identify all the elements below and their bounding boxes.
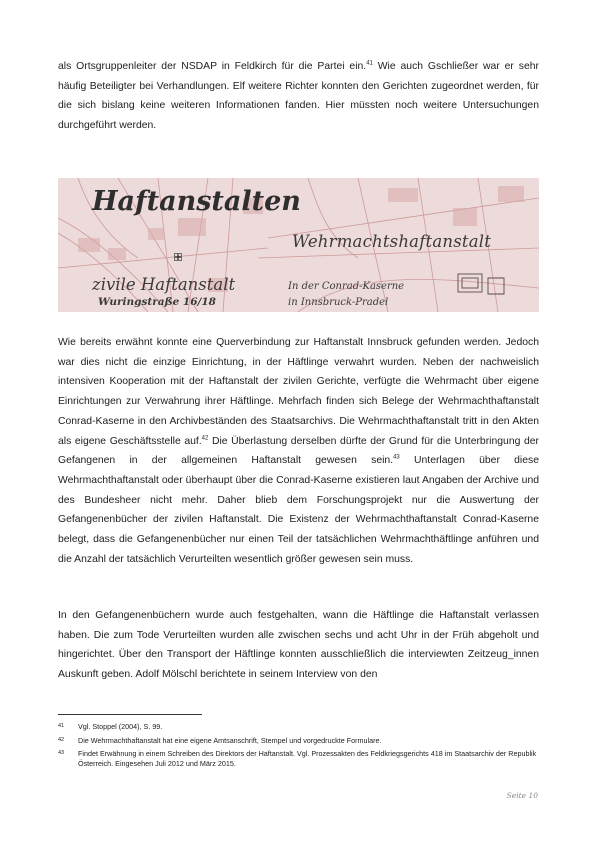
paragraph-1-text-cont: Wie auch Gschließer war er sehr häufig Beteiligter bei Verhandlungen. Elf weitere Richter konnten den Gerichten zugeordnet werden, für die sich bislang keine weiteren Informationen fanden. Hier müssten noch weitere Untersuchungen durchgeführt werden.	[58, 61, 539, 132]
footnote-text: Die Wehrmachthaftanstalt hat eine eigene Amtsanschrift, Stempel und vorgedruckte Formulare.	[78, 736, 382, 745]
footnote-divider	[58, 714, 202, 715]
footnote-ref-43[interactable]: 43	[393, 454, 400, 461]
paragraph-2-text: Wie bereits erwähnt konnte eine Querverbindung zur Haftanstalt Innsbruck gefunden werden. Jedoch war dies nicht die einzige Einrichtung, in der Häftlinge verwahrt wurden. Neben der nachweislich intensiven Kooperation mit der Haftanstalt der zivilen Gerichte, verfügte die Wehrmacht über eigene Einrichtungen zur Verwahrung ihrer Häftlinge. Mehrfach finden sich Belege der Wehrmachthaftanstalt Conrad-Kaserne in den Archivbeständen des Staatsarchivs. Die Wehrmachthaftanstalt tritt in den Akten als eigene Geschäftsstelle auf.	[58, 337, 539, 447]
footnote-number: 41	[58, 723, 65, 729]
footnote-ref-42[interactable]: 42	[201, 435, 209, 442]
footnote-number: 42	[58, 737, 65, 743]
footnote-ref-41[interactable]: 41	[366, 60, 373, 67]
body-paragraph-2	[58, 333, 539, 569]
footnote-number: 43	[58, 750, 65, 756]
paragraph-2-text-end: Unterlagen über diese Wehrmachthaftanstalt oder überhaupt über die Conrad-Kaserne existieren laut Angaben der Archive und des Bundesheer nicht mehr. Daher blieb dem Forschungsprojekt nur die Auswertung der Gefangenenbücher der zivilen Haftanstalt. Die Existenz der Wehrmachthaftanstalt Conrad-Kaserne belegt, dass die Gefangenenbücher nur einen Teil der tatsächlichen Wehrmachthäftlinge anführen und die Anzahl der tatsächlich Verurteilten wesentlich größer gewesen sein muss.	[58, 455, 539, 565]
map-label-street: Wuringstraße 16/18	[98, 296, 216, 308]
paragraph-2-text-cont: Die Überlastung derselben dürfte der Grund für die Unterbringung der Gefangenen in der allgemeinen Haftanstalt gewesen sein.	[58, 435, 539, 467]
map-title: Haftanstalten	[92, 186, 301, 217]
footnote-text: Findet Erwähnung in einem Schreiben des Direktors der Haftanstalt. Vgl. Prozessakten des Feldkriegsgerichts 418 im Staatsarchiv der Republik Österreich. Eingesehen Juli 2012 und März 2015.	[78, 749, 537, 768]
prison-map-image	[58, 178, 539, 312]
body-paragraph-3: In den Gefangenenbüchern wurde auch festgehalten, wann die Häftlinge die Haftanstalt verlassen haben. Die zum Tode Verurteilten wurden alle zwischen sechs und acht Uhr in der Früh abgeholt und hingerichtet. Über den Transport der Häftlinge konnten ausschließlich die interviewten Zeitzeug_innen Auskunft geben. Adolf Mölschl berichtete in seinem Interview von den	[58, 610, 539, 681]
map-label-zivile: zivile Haftanstalt	[92, 275, 236, 294]
map-label-wehrmacht: Wehrmachtshaftanstalt	[292, 232, 492, 251]
body-paragraph-1	[58, 57, 539, 136]
map-label-conrad: In der Conrad-Kaserne	[288, 281, 405, 292]
footnote-text: Vgl. Stoppel (2004), S. 99.	[78, 722, 163, 731]
paragraph-1-text: als Ortsgruppenleiter der NSDAP in Feldkirch für die Partei ein.	[58, 61, 367, 72]
map-label-innsbruck: in Innsbruck-Pradel	[288, 297, 389, 308]
prison-marker-icon	[175, 254, 182, 261]
page-number: Seite 10	[506, 791, 538, 800]
